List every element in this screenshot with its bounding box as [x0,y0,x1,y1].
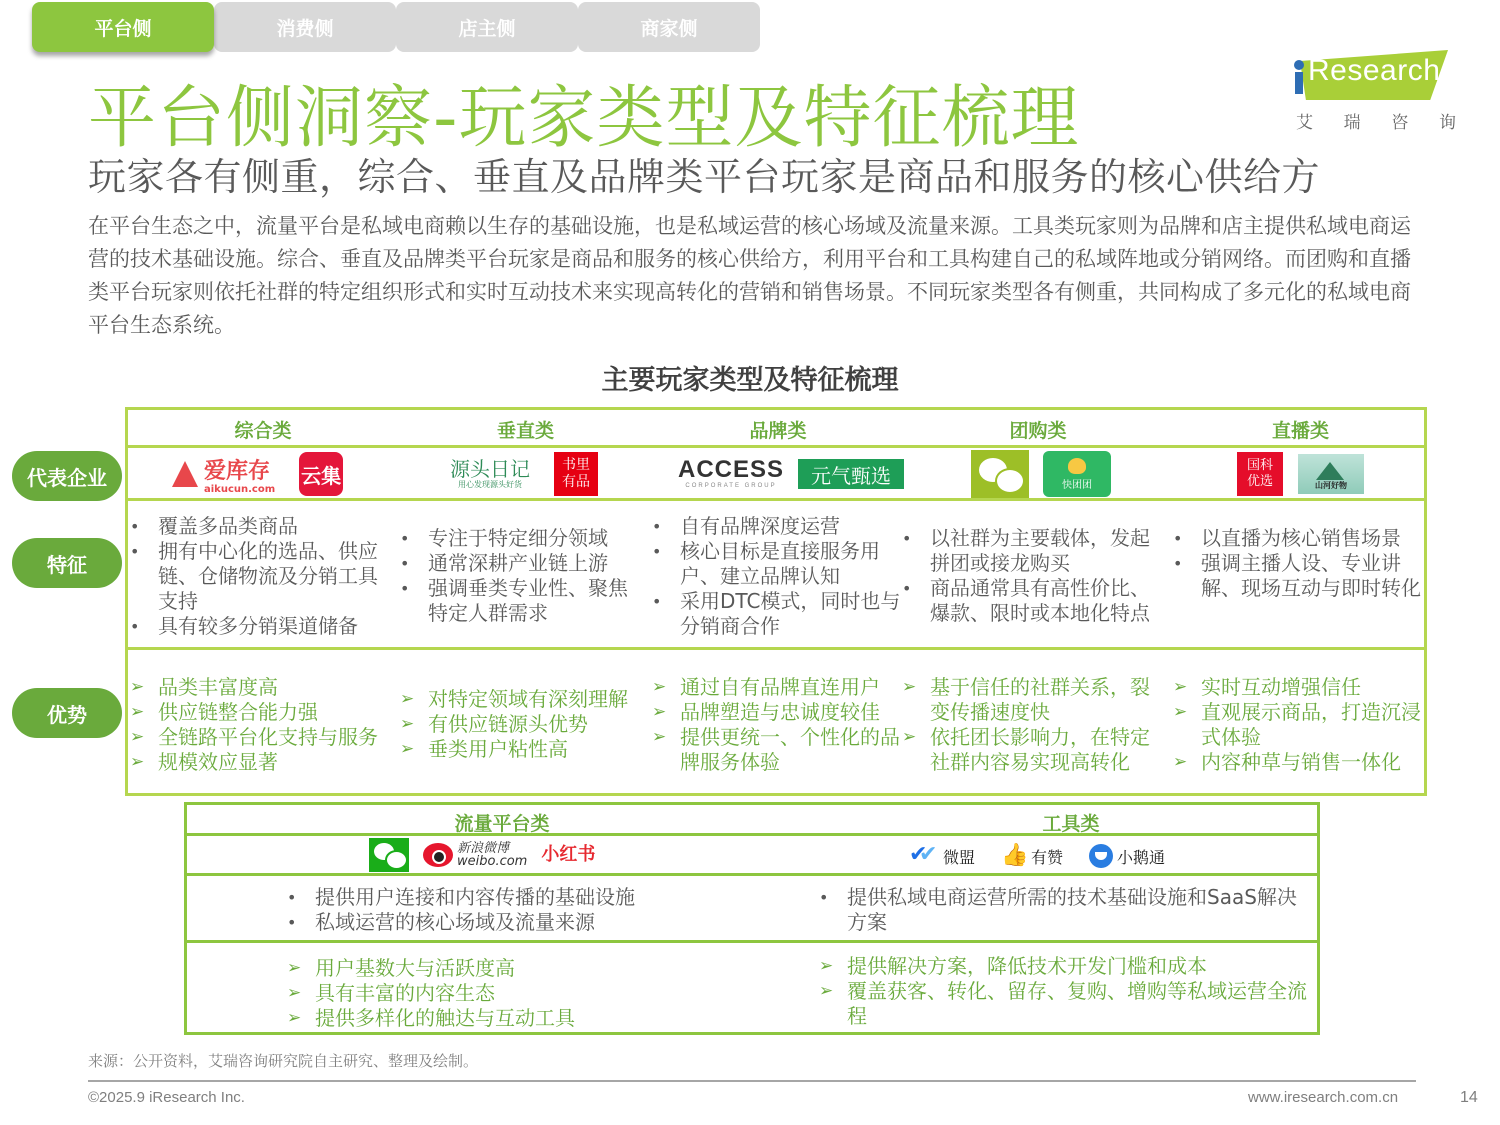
advantage-item: ➢ 有供应链源头优势 [400,712,650,737]
feature-item: • 私域运营的核心场域及流量来源 [287,910,767,935]
logo-cn-char: 瑞 [1343,113,1361,133]
table-divider [187,940,1317,943]
page-title: 平台侧洞察-玩家类型及特征梳理 [88,79,1080,158]
feature-item: • 提供用户连接和内容传播的基础设施 [287,885,767,910]
logo-cn-text [1296,108,1456,133]
feature-item: • 具有较多分销渠道储备 [130,614,395,639]
aikucun-name: 爱库存 [204,458,271,484]
aikucun-domain: aikucun.com [204,483,276,495]
tab-platform[interactable]: 平台侧 [32,2,214,52]
kuaituantuan-heart-icon [1068,458,1086,474]
logo-cn-char: 询 [1438,113,1456,133]
feature-item: • 强调垂类专业性、聚焦特定人群需求 [400,576,645,626]
logos-brand [678,452,904,496]
logos-groupbuy [971,450,1111,498]
advantages-traffic [287,956,767,1031]
weibo-eye-icon [423,843,453,867]
row-label-features: 特征 [12,538,122,588]
advantage-item: ➢ 基于信任的社群关系，裂变传播速度快 [902,675,1164,725]
shanhe-haowu-logo: 山河好物 [1298,454,1364,494]
advantage-item: ➢ 直观展示商品，打造沉浸式体验 [1173,700,1423,750]
guoke-line2: 优选 [1246,474,1273,489]
logo-brand-text: Research [1308,54,1441,87]
feature-item: • 覆盖多品类商品 [130,514,395,539]
advantage-item: ➢ 具有丰富的内容生态 [287,981,767,1006]
guoke-line1: 国科 [1246,458,1273,473]
weibo-domain: weibo.com [457,854,528,869]
feature-item: • 以社群为主要载体，发起拼团或接龙购买 [902,526,1164,576]
advantage-item: ➢ 供应链整合能力强 [130,700,398,725]
advantages-brand [652,675,902,775]
feature-item: • 核心目标是直接服务用户、建立品牌认知 [652,539,902,589]
logo-cn-char: 咨 [1391,113,1409,133]
advantage-item: ➢ 全链路平台化支持与服务 [130,725,398,750]
weibo-name: 新浪微博 [457,841,510,856]
youzan-logo [1001,843,1063,869]
xiaoetong-goose-icon [1089,844,1113,868]
advantages-comprehensive [130,675,398,775]
source-note: 来源：公开资料，艾瑞咨询研究院自主研究、整理及绘制。 [88,1052,479,1070]
kuaituantuan-name: 快团团 [1062,479,1092,491]
advantage-item: ➢ 提供多样化的触达与互动工具 [287,1006,767,1031]
table-divider [128,445,1424,448]
xiaoetong-logo [1089,844,1165,868]
section-tabs [32,2,760,52]
guoke-youxuan-logo [1236,451,1284,497]
feature-item: • 专注于特定细分领域 [400,526,645,551]
logo-cn-char: 艾 [1296,113,1313,133]
copyright: ©2025.9 iResearch Inc. [88,1089,245,1106]
advantage-item: ➢ 垂类用户粘性高 [400,737,650,762]
section-title: 主要玩家类型及特征梳理 [601,365,899,396]
page-subtitle: 玩家各有侧重，综合、垂直及品牌类平台玩家是商品和服务的核心供给方 [88,155,1321,199]
feature-item: • 以直播为核心销售场景 [1173,526,1423,551]
table-divider [128,498,1424,501]
thumbs-up-icon: 👍 [1001,843,1029,868]
shuli-line1: 书里 [562,457,590,473]
advantages-tools [819,954,1315,1029]
wechat-logo [971,450,1029,498]
tab-merchant[interactable]: 商家侧 [578,2,760,52]
xiaoetong-name: 小鹅通 [1117,847,1166,867]
column-header-groupbuy: 团购类 [1009,420,1067,442]
yuanqi-zhenxuan-logo: 元气甄选 [798,459,904,489]
wechat-logo [369,838,409,872]
features-brand [652,514,902,639]
advantages-livestream [1173,675,1423,775]
features-traffic [287,885,767,935]
weimeng-name: 微盟 [943,847,976,867]
xiaohongshu-logo: 小红书 [541,844,596,865]
player-types-table [125,407,1427,796]
advantage-item: ➢ 依托团长影响力，在特定社群内容易实现高转化 [902,725,1164,775]
advantages-groupbuy [902,675,1164,775]
shuli-line2: 有品 [562,474,590,490]
advantage-item: ➢ 内容种草与销售一体化 [1173,750,1423,775]
feature-item: • 通常深耕产业链上游 [400,551,645,576]
column-header-brand: 品牌类 [749,420,807,442]
logos-livestream [1236,452,1364,496]
feature-item: • 提供私域电商运营所需的技术基础设施和SaaS解决方案 [819,885,1315,935]
column-header-vertical: 垂直类 [496,420,554,442]
logos-traffic [369,838,595,872]
row-label-advantages: 优势 [12,688,122,738]
feature-item: • 采用DTC模式，同时也与分销商合作 [652,589,902,639]
shuli-youpin-logo [554,452,598,496]
column-header-livestream: 直播类 [1271,420,1329,442]
page-number: 14 [1460,1089,1478,1106]
intro-paragraph: 在平台生态之中，流量平台是私域电商赖以生存的基础设施，也是私域运营的核心场域及流量来源。工具类玩家则为品牌和店主提供私域电商运营的技术基础设施。综合、垂直及品牌类平台玩家是商品和服务的核心供给方，利用平台和工具构建自己的私域阵地或分销网络。而团购和直播类平台玩家则依托社群的特定组织形式和实时互动技术来实现高转化的营销和销售场景。不同玩家类型各有侧重，共同构成了多元化的私域电商平台生态系统。 [88,214,1411,337]
features-groupbuy [902,526,1164,626]
yunji-logo: 云集 [299,452,343,496]
weimeng-check-icon [909,848,939,864]
features-comprehensive [130,514,395,639]
kuaituantuan-logo [1043,451,1111,497]
advantage-item: ➢ 品牌塑造与忠诚度较佳 [652,700,902,725]
advantages-vertical [400,687,650,762]
logo-i-dot [1294,60,1304,70]
aikucun-logo [170,454,275,495]
column-header-traffic: 流量平台类 [454,813,550,835]
feature-item: • 拥有中心化的选品、供应链、仓储物流及分销工具支持 [130,539,395,614]
advantage-item: ➢ 规模效应显著 [130,750,398,775]
advantage-item: ➢ 用户基数大与活跃度高 [287,956,767,981]
advantage-item: ➢ 实时互动增强信任 [1173,675,1423,700]
yuantou-riji-slogan: 用心发现源头好货 [458,480,522,489]
website-link[interactable]: www.iresearch.com.cn [1248,1089,1399,1106]
table-divider [187,873,1317,876]
feature-item: • 强调主播人设、专业讲解、现场互动与即时转化 [1173,551,1423,601]
row-label-companies: 代表企业 [12,451,122,501]
features-tools [819,885,1315,935]
youzan-name: 有赞 [1031,847,1064,867]
access-name: ACCESS [678,456,785,483]
yuantou-riji-logo [450,458,530,490]
feature-item: • 自有品牌深度运营 [652,514,902,539]
logos-comprehensive [170,452,343,496]
logo-i-stem [1295,72,1303,94]
column-header-comprehensive: 综合类 [234,420,292,442]
features-livestream [1173,526,1423,601]
access-logo [678,458,784,490]
logos-vertical [450,452,598,496]
feature-item: • 商品通常具有高性价比、爆款、限时或本地化特点 [902,576,1164,626]
table-divider [128,647,1424,650]
iresearch-logo [1290,48,1460,134]
advantage-item: ➢ 覆盖获客、转化、留存、复购、增购等私域运营全流程 [819,979,1315,1029]
logos-tools [909,840,1165,872]
tab-shopowner[interactable]: 店主侧 [396,2,578,52]
weibo-logo [423,842,527,868]
advantage-item: ➢ 通过自有品牌直连用户 [652,675,902,700]
aikucun-mark-icon [170,459,200,489]
yuantou-riji-name: 源头日记 [450,457,530,481]
weimeng-logo [909,845,975,868]
column-header-tools: 工具类 [1042,813,1100,835]
advantage-item: ➢ 提供解决方案，降低技术开发门槛和成本 [819,954,1315,979]
access-sub: CORPORATE GROUP [685,483,777,489]
advantage-item: ➢ 品类丰富度高 [130,675,398,700]
footer-divider [88,1080,1416,1082]
infrastructure-table [184,802,1320,1035]
advantage-item: ➢ 提供更统一、个性化的品牌服务体验 [652,725,902,775]
advantage-item: ➢ 对特定领域有深刻理解 [400,687,650,712]
tab-consumer[interactable]: 消费侧 [214,2,396,52]
features-vertical [400,526,645,626]
